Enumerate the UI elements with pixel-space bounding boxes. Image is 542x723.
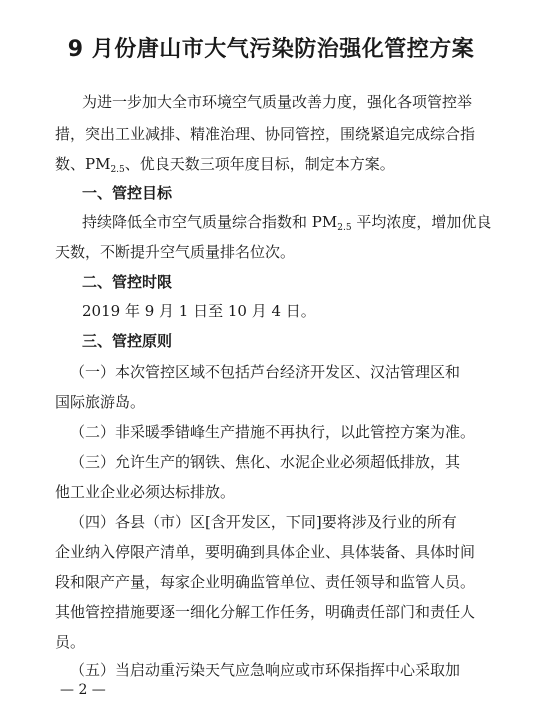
intro-text-a: 数、PM — [55, 155, 111, 173]
document-title: 9 月份唐山市大气污染防治强化管控方案 — [67, 37, 475, 62]
principle-4-line-5: 员。 — [55, 633, 86, 651]
section-3-heading: 三、管控原则 — [82, 332, 173, 350]
principle-3-line-1: （三）允许生产的钢铁、焦化、水泥企业必须超低排放，其 — [70, 453, 461, 471]
principle-1-line-2: 国际旅游岛。 — [55, 393, 146, 411]
principle-1-line-1: （一）本次管控区域不包括芦台经济开发区、汉沽管理区和 — [70, 363, 461, 381]
principle-4-line-2: 企业纳入停限产清单，要明确到具体企业、具体装备、具体时间 — [55, 543, 476, 561]
intro-line-3 — [55, 154, 505, 180]
intro-text-b: 、优良天数三项年度目标，制定本方案。 — [124, 155, 395, 173]
section-1-text-b: 平均浓度，增加优良 — [351, 213, 492, 231]
section-1-heading: 一、管控目标 — [82, 184, 173, 202]
principle-3-line-2: 他工业企业必须达标排放。 — [55, 483, 236, 501]
principle-4-line-4: 其他管控措施要逐一细化分解工作任务，明确责任部门和责任人 — [55, 603, 476, 621]
section-2-heading: 二、管控时限 — [82, 273, 173, 291]
principle-2-line-1: （二）非采暖季错峰生产措施不再执行，以此管控方案为准。 — [70, 423, 476, 441]
page-number: — 2 — — [60, 682, 106, 698]
pm-subscript: 2.5 — [110, 165, 125, 175]
principle-4-line-1: （四）各县（市）区[含开发区，下同]要将涉及行业的所有 — [70, 513, 457, 531]
section-1-line-2: 天数，不断提升空气质量排名位次。 — [55, 243, 296, 261]
section-1-line-1 — [82, 212, 532, 238]
intro-line-1: 为进一步加大全市环境空气质量改善力度，强化各项管控举 — [82, 93, 473, 111]
intro-line-2: 措，突出工业减排、精准治理、协同管控，围绕紧追完成综合指 — [55, 125, 476, 143]
section-2-line-1: 2019 年 9 月 1 日至 10 月 4 日。 — [82, 302, 316, 320]
pm-subscript: 2.5 — [337, 223, 352, 233]
principle-5-line-1: （五）当启动重污染天气应急响应或市环保指挥中心采取加 — [70, 661, 461, 679]
section-1-text-a: 持续降低全市空气质量综合指数和 PM — [82, 213, 338, 231]
principle-4-line-3: 段和限产产量，每家企业明确监管单位、责任领导和监管人员。 — [55, 573, 476, 591]
